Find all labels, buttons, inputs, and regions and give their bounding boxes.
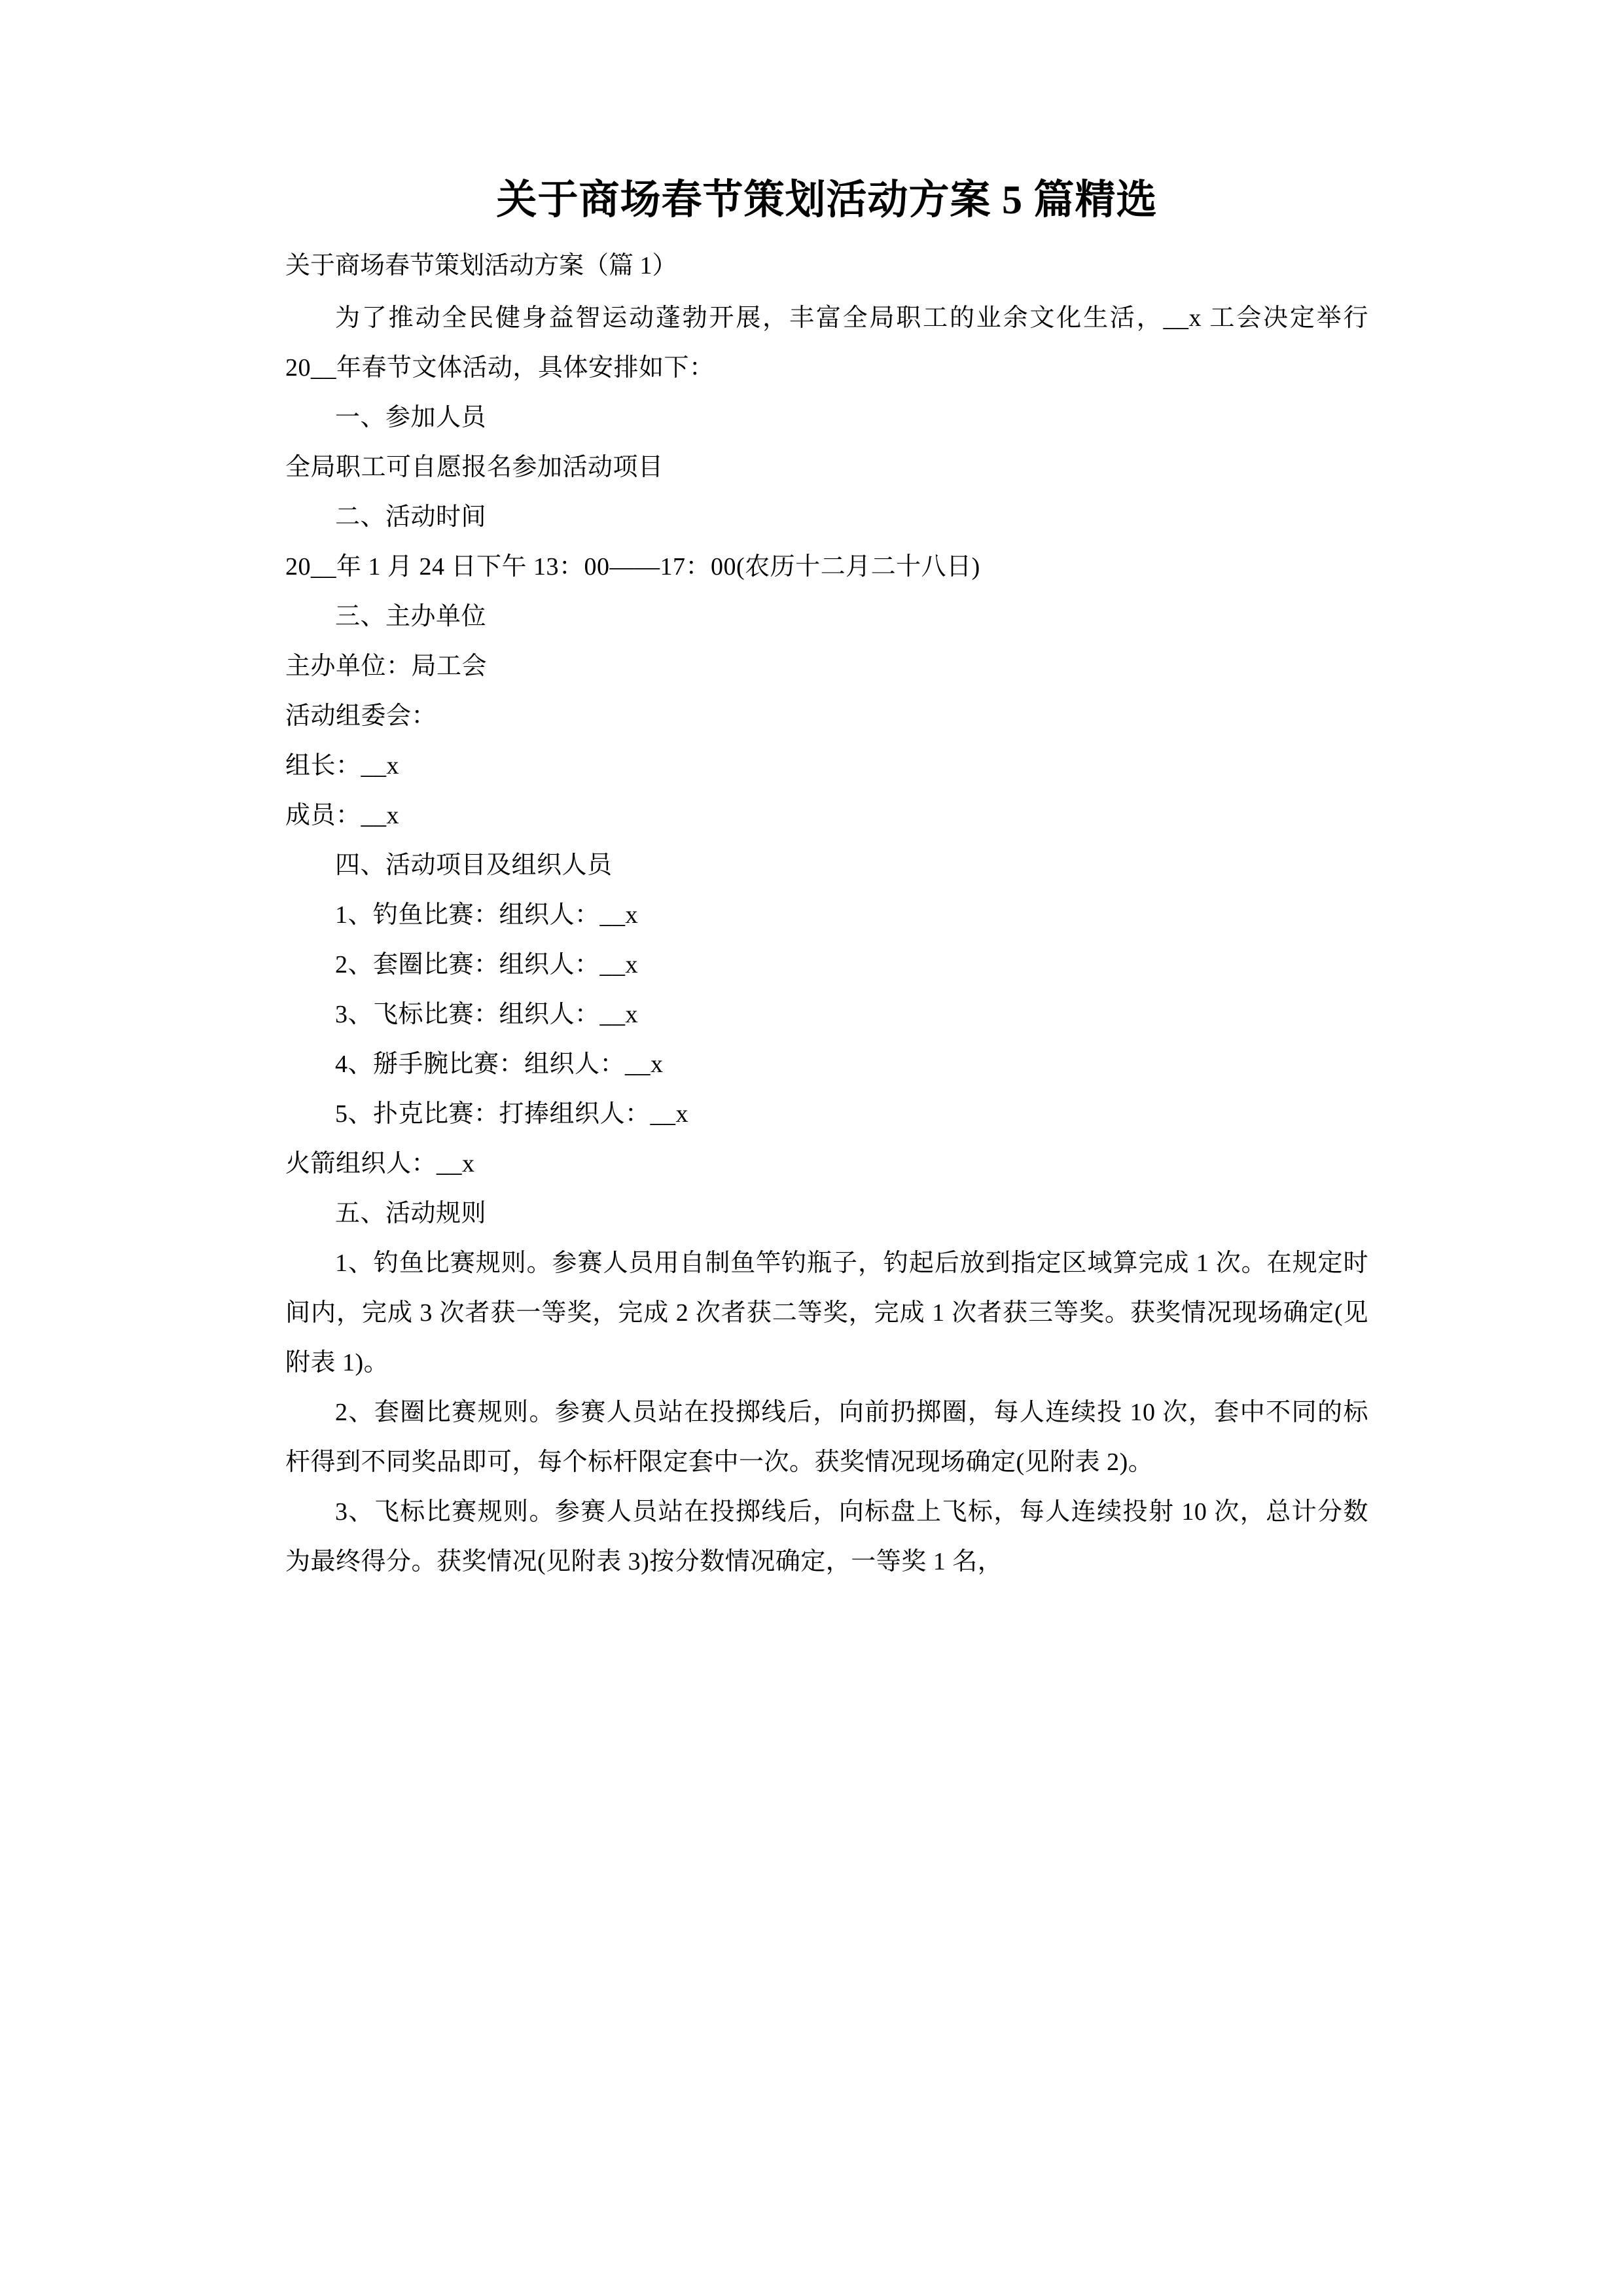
paragraph-committee-members: 成员：__x — [285, 802, 400, 830]
rule-ring-toss: 2、套圈比赛规则。参赛人员站在投掷线后，向前扔掷圈，每人连续投 10 次，套中不同的标杆得到不同奖品即可，每个标杆限定套中一次。获奖情况现场确定(见附表 2)。 — [285, 1399, 1368, 1477]
paragraph-committee-leader: 组长：__x — [285, 752, 400, 780]
paragraph-committee: 活动组委会： — [285, 702, 437, 730]
list-item-rocket: 火箭组织人：__x — [285, 1150, 475, 1178]
rule-fishing: 1、钓鱼比赛规则。参赛人员用自制鱼竿钓瓶子，钓起后放到指定区域算完成 1 次。在规定时间内，完成 3 次者获一等奖，完成 2 次者获二等奖，完成 1 次者获三等奖。获奖情况现场确定(见附表 1)。 — [285, 1249, 1368, 1377]
document-body — [285, 177, 1368, 1587]
section-subheading: 关于商场春节策划活动方案（篇 1） — [285, 252, 677, 280]
heading-activity-time: 二、活动时间 — [335, 503, 487, 531]
heading-activity-rules: 五、活动规则 — [335, 1200, 487, 1228]
paragraph-activity-time: 20__年 1 月 24 日下午 13：00——17：00(农历十二月二十八日) — [285, 553, 980, 581]
heading-organizer: 三、主办单位 — [335, 603, 487, 631]
paragraph-intro: 为了推动全民健身益智运动蓬勃开展，丰富全局职工的业余文化生活，__x 工会决定举行 20__年春节文体活动，具体安排如下： — [285, 304, 1368, 382]
list-item-poker: 5、扑克比赛：打捧组织人：__x — [335, 1100, 689, 1128]
list-item-darts: 3、飞标比赛：组织人：__x — [335, 1001, 639, 1029]
heading-participants: 一、参加人员 — [335, 404, 487, 432]
paragraph-organizer-unit: 主办单位：局工会 — [285, 653, 488, 681]
list-item-fishing: 1、钓鱼比赛：组织人：__x — [335, 901, 639, 929]
paragraph-participants: 全局职工可自愿报名参加活动项目 — [285, 454, 664, 482]
heading-activity-items: 四、活动项目及组织人员 — [335, 852, 613, 880]
list-item-ring-toss: 2、套圈比赛：组织人：__x — [335, 951, 639, 979]
page-title: 关于商场春节策划活动方案 5 篇精选 — [496, 178, 1158, 223]
list-item-arm-wrestling: 4、掰手腕比赛：组织人：__x — [335, 1050, 664, 1079]
rule-darts: 3、飞标比赛规则。参赛人员站在投掷线后，向标盘上飞标，每人连续投射 10 次，总计分数为最终得分。获奖情况(见附表 3)按分数情况确定，一等奖 1 名， — [285, 1498, 1368, 1576]
